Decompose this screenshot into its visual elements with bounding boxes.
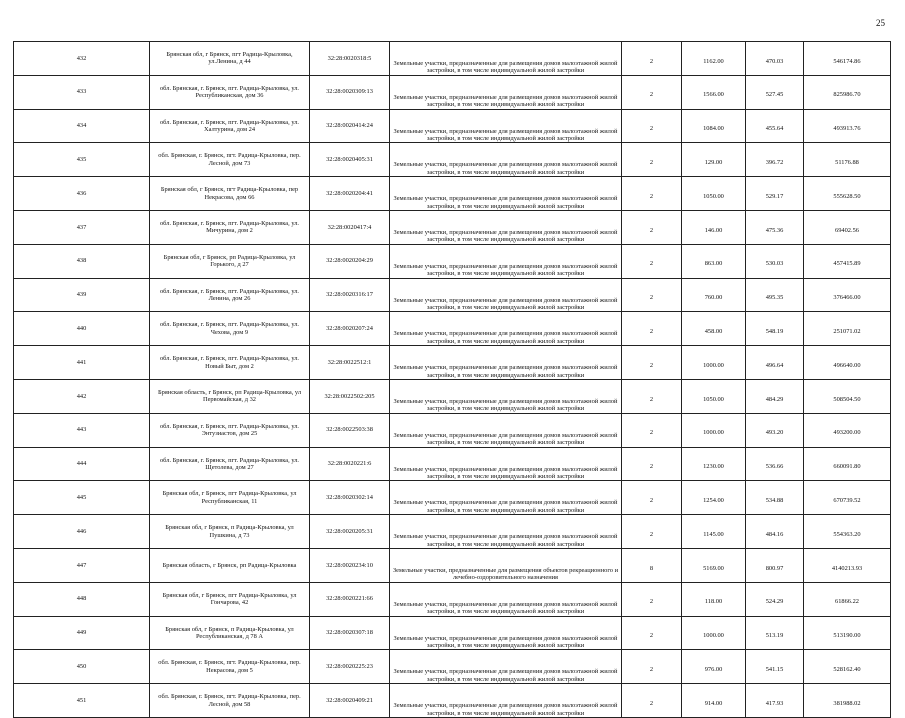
cell-area: 146.00 xyxy=(682,210,746,244)
cell-cadastral-value: 508504.50 xyxy=(804,379,891,413)
cell-row-number: 441 xyxy=(14,346,150,380)
cell-group-code: 2 xyxy=(622,143,682,177)
cell-cadastral-number: 32:28:0020204:29 xyxy=(310,244,390,278)
cell-specific-value: 455.64 xyxy=(746,109,804,143)
cell-cadastral-number: 32:28:0020414:24 xyxy=(310,109,390,143)
cell-row-number: 434 xyxy=(14,109,150,143)
cell-land-purpose: Земельные участки, предназначенные для размещения домов малоэтажной жилой застройки, в том числе индивидуальной жилой застройки xyxy=(390,413,622,447)
cell-group-code: 2 xyxy=(622,177,682,211)
cell-group-code: 2 xyxy=(622,413,682,447)
cell-cadastral-value: 493913.76 xyxy=(804,109,891,143)
cell-row-number: 432 xyxy=(14,42,150,76)
cell-cadastral-number: 32:28:0020207:24 xyxy=(310,312,390,346)
cell-address: обл. Брянская, г. Брянск, пгт. Радица-Крыловка, ул. Ленина, дом 26 xyxy=(150,278,310,312)
cell-specific-value: 536.66 xyxy=(746,447,804,481)
cell-cadastral-value: 251071.02 xyxy=(804,312,891,346)
cell-cadastral-number: 32:28:0020234:10 xyxy=(310,548,390,582)
cell-area: 118.00 xyxy=(682,582,746,616)
cell-area: 1162.00 xyxy=(682,42,746,76)
cell-area: 914.00 xyxy=(682,684,746,718)
cell-row-number: 442 xyxy=(14,379,150,413)
cell-specific-value: 529.17 xyxy=(746,177,804,211)
cell-land-purpose: Земельные участки, предназначенные для размещения домов малоэтажной жилой застройки, в том числе индивидуальной жилой застройки xyxy=(390,582,622,616)
cell-address: Брянская область, г Брянск, рп Радица-Крыловка xyxy=(150,548,310,582)
cell-group-code: 2 xyxy=(622,515,682,549)
cell-specific-value: 493.20 xyxy=(746,413,804,447)
cell-row-number: 435 xyxy=(14,143,150,177)
table-row xyxy=(14,210,891,244)
cell-cadastral-number: 32:28:0020205:31 xyxy=(310,515,390,549)
cell-group-code: 2 xyxy=(622,312,682,346)
cell-group-code: 2 xyxy=(622,650,682,684)
cell-row-number: 449 xyxy=(14,616,150,650)
cell-land-purpose: Земельные участки, предназначенные для размещения объектов рекреационного и лечебно-оздоровительного назначения xyxy=(390,548,622,582)
cell-land-purpose: Земельные участки, предназначенные для размещения домов малоэтажной жилой застройки, в том числе индивидуальной жилой застройки xyxy=(390,278,622,312)
table-row xyxy=(14,447,891,481)
cell-specific-value: 496.64 xyxy=(746,346,804,380)
table-row xyxy=(14,75,891,109)
cell-area: 1254.00 xyxy=(682,481,746,515)
cell-specific-value: 534.88 xyxy=(746,481,804,515)
cell-cadastral-number: 32:28:0022502:205 xyxy=(310,379,390,413)
cell-group-code: 2 xyxy=(622,210,682,244)
cell-cadastral-value: 69402.56 xyxy=(804,210,891,244)
cell-specific-value: 524.29 xyxy=(746,582,804,616)
cell-group-code: 2 xyxy=(622,616,682,650)
cell-specific-value: 527.45 xyxy=(746,75,804,109)
cell-address: обл. Брянская, г. Брянск, пгт. Радица-Крыловка, ул. Новый Быт, дом 2 xyxy=(150,346,310,380)
cell-cadastral-value: 660091.80 xyxy=(804,447,891,481)
cell-cadastral-number: 32:28:0020221:6 xyxy=(310,447,390,481)
cell-cadastral-value: 4140213.93 xyxy=(804,548,891,582)
table-row xyxy=(14,684,891,718)
cell-row-number: 444 xyxy=(14,447,150,481)
cell-address: обл. Брянская, г. Брянск, пгт. Радица-Крыловка, пер. Лесной, дом 58 xyxy=(150,684,310,718)
cell-address: Брянская обл, г Брянск, пгт Радица-Крыловка, ул Республиканская, 11 xyxy=(150,481,310,515)
cell-cadastral-value: 546174.86 xyxy=(804,42,891,76)
cell-row-number: 445 xyxy=(14,481,150,515)
table-row xyxy=(14,42,891,76)
cell-row-number: 443 xyxy=(14,413,150,447)
cell-cadastral-value: 825986.70 xyxy=(804,75,891,109)
cell-cadastral-value: 376466.00 xyxy=(804,278,891,312)
cell-area: 129.00 xyxy=(682,143,746,177)
cell-area: 1230.00 xyxy=(682,447,746,481)
table-row xyxy=(14,616,891,650)
table-row xyxy=(14,379,891,413)
cell-land-purpose: Земельные участки, предназначенные для размещения домов малоэтажной жилой застройки, в том числе индивидуальной жилой застройки xyxy=(390,75,622,109)
cell-cadastral-value: 457415.89 xyxy=(804,244,891,278)
table-row xyxy=(14,244,891,278)
cell-specific-value: 548.19 xyxy=(746,312,804,346)
cell-area: 1566.00 xyxy=(682,75,746,109)
cell-cadastral-number: 32:28:0020225:23 xyxy=(310,650,390,684)
table-body xyxy=(14,42,891,718)
table-row xyxy=(14,346,891,380)
cell-cadastral-number: 32:28:0022512:1 xyxy=(310,346,390,380)
cell-group-code: 2 xyxy=(622,582,682,616)
cell-cadastral-value: 51176.88 xyxy=(804,143,891,177)
cell-group-code: 2 xyxy=(622,42,682,76)
cell-row-number: 440 xyxy=(14,312,150,346)
cell-specific-value: 484.16 xyxy=(746,515,804,549)
cell-specific-value: 800.97 xyxy=(746,548,804,582)
cell-cadastral-value: 555628.50 xyxy=(804,177,891,211)
table-row xyxy=(14,413,891,447)
cell-cadastral-value: 670739.52 xyxy=(804,481,891,515)
cell-area: 863.00 xyxy=(682,244,746,278)
cell-specific-value: 396.72 xyxy=(746,143,804,177)
cell-cadastral-number: 32:28:0020405:31 xyxy=(310,143,390,177)
cell-specific-value: 530.03 xyxy=(746,244,804,278)
cell-row-number: 447 xyxy=(14,548,150,582)
cell-group-code: 2 xyxy=(622,684,682,718)
cell-group-code: 2 xyxy=(622,244,682,278)
cell-address: обл. Брянская, г. Брянск, пгт. Радица-Крыловка, ул. Халтурина, дом 24 xyxy=(150,109,310,143)
cell-specific-value: 475.36 xyxy=(746,210,804,244)
cell-specific-value: 541.15 xyxy=(746,650,804,684)
cell-cadastral-value: 528162.40 xyxy=(804,650,891,684)
cell-area: 1000.00 xyxy=(682,413,746,447)
cell-land-purpose: Земельные участки, предназначенные для размещения домов малоэтажной жилой застройки, в том числе индивидуальной жилой застройки xyxy=(390,515,622,549)
cell-cadastral-number: 32:28:0022503:38 xyxy=(310,413,390,447)
cell-cadastral-value: 61866.22 xyxy=(804,582,891,616)
cell-address: Брянская обл, г Брянск, п Радица-Крыловка, ул Пушкина, д 73 xyxy=(150,515,310,549)
cell-group-code: 2 xyxy=(622,346,682,380)
land-plot-table xyxy=(13,41,891,718)
cell-land-purpose: Земельные участки, предназначенные для размещения домов малоэтажной жилой застройки, в том числе индивидуальной жилой застройки xyxy=(390,650,622,684)
cell-row-number: 438 xyxy=(14,244,150,278)
cell-address: обл. Брянская, г. Брянск, пгт. Радица-Крыловка, ул. Щетолева, дом 27 xyxy=(150,447,310,481)
cell-land-purpose: Земельные участки, предназначенные для размещения домов малоэтажной жилой застройки, в том числе индивидуальной жилой застройки xyxy=(390,447,622,481)
cell-area: 1050.00 xyxy=(682,379,746,413)
table-row xyxy=(14,177,891,211)
cell-cadastral-number: 32:28:0020318:5 xyxy=(310,42,390,76)
cell-specific-value: 417.93 xyxy=(746,684,804,718)
cell-cadastral-value: 493200.00 xyxy=(804,413,891,447)
cell-area: 1145.00 xyxy=(682,515,746,549)
cell-address: Брянская обл, г Брянск, пгт Радица-Крыловка, пер Некрасова, дом 66 xyxy=(150,177,310,211)
cell-cadastral-number: 32:28:0020417:4 xyxy=(310,210,390,244)
cell-land-purpose: Земельные участки, предназначенные для размещения домов малоэтажной жилой застройки, в том числе индивидуальной жилой застройки xyxy=(390,379,622,413)
cell-address: обл. Брянская, г. Брянск, пгт. Радица-Крыловка, ул. Мичурина, дом 2 xyxy=(150,210,310,244)
cell-row-number: 446 xyxy=(14,515,150,549)
cell-address: Брянская обл, г Брянск, пгт Радица-Крыловка, ул.Ленина, д 44 xyxy=(150,42,310,76)
cell-address: Брянская обл, г Брянск, пгт Радица-Крыловка, ул Гончарова, 42 xyxy=(150,582,310,616)
cell-cadastral-number: 32:28:0020221:66 xyxy=(310,582,390,616)
cell-area: 1084.00 xyxy=(682,109,746,143)
cell-area: 5169.00 xyxy=(682,548,746,582)
cell-group-code: 8 xyxy=(622,548,682,582)
cell-area: 1050.00 xyxy=(682,177,746,211)
cell-area: 458.00 xyxy=(682,312,746,346)
cell-land-purpose: Земельные участки, предназначенные для размещения домов малоэтажной жилой застройки, в том числе индивидуальной жилой застройки xyxy=(390,177,622,211)
cell-area: 1000.00 xyxy=(682,346,746,380)
cell-cadastral-value: 513190.00 xyxy=(804,616,891,650)
table-row xyxy=(14,312,891,346)
cell-cadastral-number: 32:28:0020309:13 xyxy=(310,75,390,109)
cell-address: обл. Брянская, г. Брянск, пгт. Радица-Крыловка, пер. Лесной, дом 73 xyxy=(150,143,310,177)
cell-land-purpose: Земельные участки, предназначенные для размещения домов малоэтажной жилой застройки, в том числе индивидуальной жилой застройки xyxy=(390,143,622,177)
cell-cadastral-number: 32:28:0020307:18 xyxy=(310,616,390,650)
cell-address: Брянская обл, г Брянск, рп Радица-Крыловка, ул Горького, д 27 xyxy=(150,244,310,278)
cell-land-purpose: Земельные участки, предназначенные для размещения домов малоэтажной жилой застройки, в том числе индивидуальной жилой застройки xyxy=(390,684,622,718)
table-row xyxy=(14,278,891,312)
cell-specific-value: 513.19 xyxy=(746,616,804,650)
cell-land-purpose: Земельные участки, предназначенные для размещения домов малоэтажной жилой застройки, в том числе индивидуальной жилой застройки xyxy=(390,312,622,346)
cell-land-purpose: Земельные участки, предназначенные для размещения домов малоэтажной жилой застройки, в том числе индивидуальной жилой застройки xyxy=(390,210,622,244)
cell-land-purpose: Земельные участки, предназначенные для размещения домов малоэтажной жилой застройки, в том числе индивидуальной жилой застройки xyxy=(390,481,622,515)
cell-address: обл. Брянская, г. Брянск, пгт. Радица-Крыловка, ул. Чехова, дом 9 xyxy=(150,312,310,346)
cell-land-purpose: Земельные участки, предназначенные для размещения домов малоэтажной жилой застройки, в том числе индивидуальной жилой застройки xyxy=(390,42,622,76)
page-number: 25 xyxy=(876,18,885,28)
cell-specific-value: 470.03 xyxy=(746,42,804,76)
table-row xyxy=(14,109,891,143)
cell-group-code: 2 xyxy=(622,447,682,481)
cell-group-code: 2 xyxy=(622,379,682,413)
cell-cadastral-number: 32:28:0020316:17 xyxy=(310,278,390,312)
cell-specific-value: 495.35 xyxy=(746,278,804,312)
cell-row-number: 450 xyxy=(14,650,150,684)
cell-row-number: 433 xyxy=(14,75,150,109)
table-row xyxy=(14,650,891,684)
cell-address: обл. Брянская, г. Брянск, пгт. Радица-Крыловка, ул. Энтузиастов, дом 25 xyxy=(150,413,310,447)
cell-land-purpose: Земельные участки, предназначенные для размещения домов малоэтажной жилой застройки, в том числе индивидуальной жилой застройки xyxy=(390,346,622,380)
cell-group-code: 2 xyxy=(622,75,682,109)
table-row xyxy=(14,481,891,515)
cell-address: обл. Брянская, г. Брянск, пгт. Радица-Крыловка, пер. Некрасова, дом 5 xyxy=(150,650,310,684)
cell-cadastral-value: 554363.20 xyxy=(804,515,891,549)
cell-row-number: 439 xyxy=(14,278,150,312)
cell-cadastral-number: 32:28:0020204:41 xyxy=(310,177,390,211)
cell-area: 976.00 xyxy=(682,650,746,684)
cell-group-code: 2 xyxy=(622,481,682,515)
cell-land-purpose: Земельные участки, предназначенные для размещения домов малоэтажной жилой застройки, в том числе индивидуальной жилой застройки xyxy=(390,109,622,143)
cell-row-number: 451 xyxy=(14,684,150,718)
cell-area: 1000.00 xyxy=(682,616,746,650)
cell-address: обл. Брянская, г. Брянск, пгт. Радица-Крыловка, ул. Республиканская, дом 36 xyxy=(150,75,310,109)
cell-row-number: 437 xyxy=(14,210,150,244)
cell-cadastral-value: 381988.02 xyxy=(804,684,891,718)
cell-land-purpose: Земельные участки, предназначенные для размещения домов малоэтажной жилой застройки, в том числе индивидуальной жилой застройки xyxy=(390,616,622,650)
cell-specific-value: 484.29 xyxy=(746,379,804,413)
cell-area: 760.00 xyxy=(682,278,746,312)
cell-cadastral-number: 32:28:0020302:14 xyxy=(310,481,390,515)
cell-land-purpose: Земельные участки, предназначенные для размещения домов малоэтажной жилой застройки, в том числе индивидуальной жилой застройки xyxy=(390,244,622,278)
cell-cadastral-number: 32:28:0020409:21 xyxy=(310,684,390,718)
cell-address: Брянская обл, г Брянск, п Радица-Крыловка, ул Республиканская, д 78 А xyxy=(150,616,310,650)
table-row xyxy=(14,143,891,177)
table-row xyxy=(14,548,891,582)
cell-row-number: 448 xyxy=(14,582,150,616)
cell-cadastral-value: 496640.00 xyxy=(804,346,891,380)
cell-group-code: 2 xyxy=(622,109,682,143)
table-row xyxy=(14,582,891,616)
cell-row-number: 436 xyxy=(14,177,150,211)
cell-address: Брянская область, г Брянск, рп Радица-Крыловка, ул Первомайская, д 32 xyxy=(150,379,310,413)
table-row xyxy=(14,515,891,549)
cell-group-code: 2 xyxy=(622,278,682,312)
